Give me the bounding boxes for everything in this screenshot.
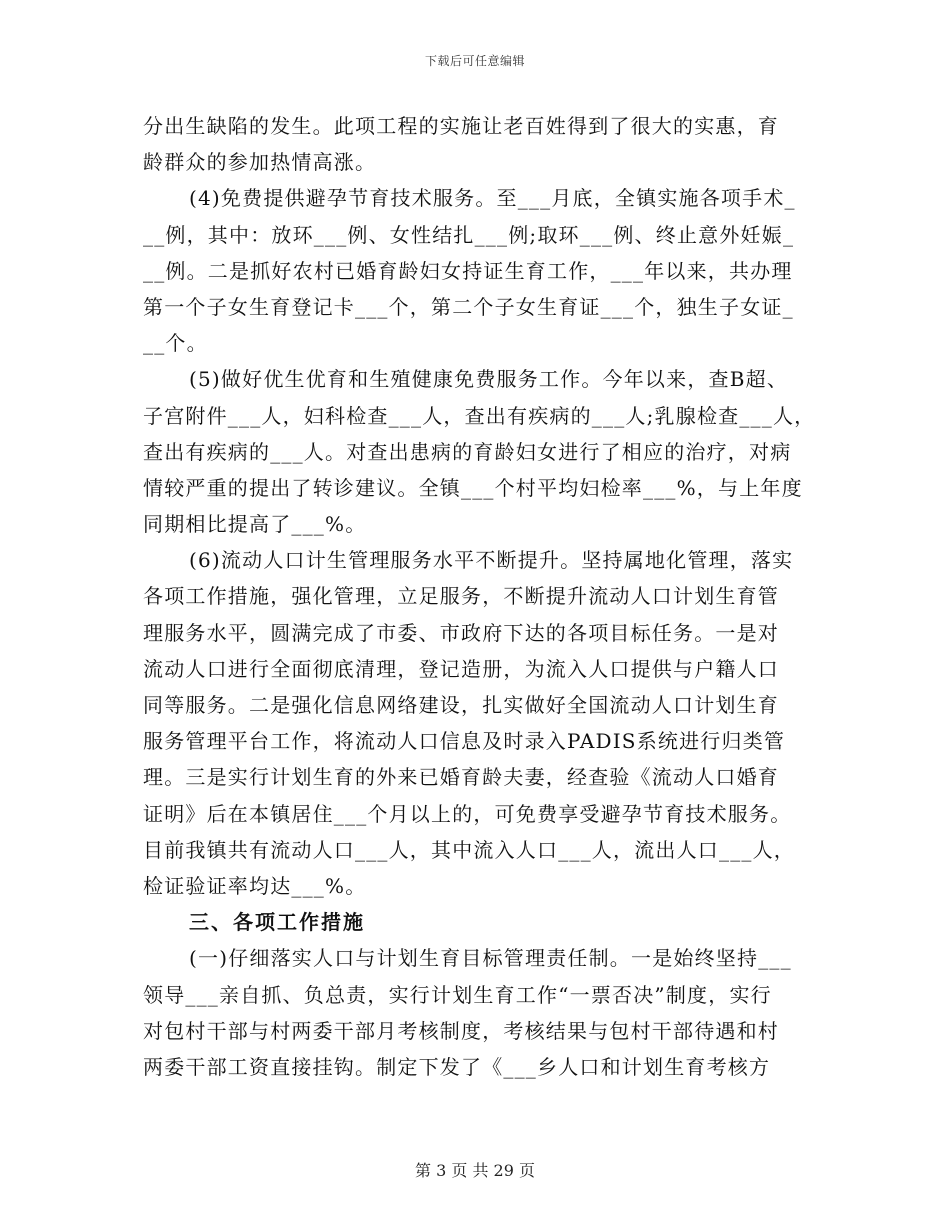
text-line: 证明》后在本镇居住___个月以上的，可免费享受避孕节育技术服务。 bbox=[143, 801, 792, 826]
text-line: 流动人口进行全面彻底清理，登记造册，为流入人口提供与户籍人口 bbox=[143, 656, 779, 681]
text-line: 子宫附件___人，妇科检查___人，查出有疾病的___人;乳腺检查___人， bbox=[143, 403, 816, 428]
text-line: 查出有疾病的___人。对查出患病的育龄妇女进行了相应的治疗，对病 bbox=[143, 439, 792, 464]
text-line: 目前我镇共有流动人口___人，其中流入人口___人，流出人口___人， bbox=[143, 837, 795, 862]
text-line: 分出生缺陷的发生。此项工程的实施让老百姓得到了很大的实惠，育 bbox=[143, 114, 779, 138]
text-line: 领导___亲自抓、负总责，实行计划生育工作“一票否决”制度，实行 bbox=[143, 982, 772, 1007]
text-line: 各项工作措施，强化管理，立足服务，不断提升流动人口计划生育管 bbox=[143, 584, 779, 609]
text-line: (5)做好优生优育和生殖健康免费服务工作。今年以来，查B超、 bbox=[189, 367, 789, 392]
text-line: 同等服务。二是强化信息网络建设，扎实做好全国流动人口计划生育 bbox=[143, 693, 779, 717]
text-line: 对包村干部与村两委干部月考核制度，考核结果与包村干部待遇和村 bbox=[143, 1018, 779, 1043]
page-header: 下载后可任意编辑 bbox=[424, 54, 525, 68]
document-body bbox=[143, 108, 816, 1085]
text-line: 情较严重的提出了转诊建议。全镇___个村平均妇检率___%，与上年度 bbox=[143, 475, 803, 500]
text-line: 第一个子女生育登记卡___个，第二个子女生育证___个，独生子女证_ bbox=[143, 294, 794, 319]
text-line: 理服务水平，圆满完成了市委、市政府下达的各项目标任务。一是对 bbox=[143, 620, 779, 645]
text-line: 服务管理平台工作，将流动人口信息及时录入PADIS系统进行归类管 bbox=[143, 729, 786, 754]
text-line: 两委干部工资直接挂钩。制定下发了《___乡人口和计划生育考核方 bbox=[143, 1054, 771, 1079]
text-line: __例，其中：放环___例、女性结扎___例;取环___例、终止意外妊娠_ bbox=[143, 222, 795, 247]
text-line: (4)免费提供避孕节育技术服务。至___月底，全镇实施各项手术_ bbox=[189, 186, 796, 211]
text-line: __例。二是抓好农村已婚育龄妇女持证生育工作，___年以来，共办理 bbox=[143, 258, 793, 283]
text-line: (一)仔细落实人口与计划生育目标管理责任制。一是始终坚持___ bbox=[189, 946, 792, 971]
text-line: __个。 bbox=[143, 331, 208, 356]
text-line: (6)流动人口计生管理服务水平不断提升。坚持属地化管理，落实 bbox=[189, 548, 794, 573]
text-line: 同期相比提高了___%。 bbox=[143, 512, 367, 537]
text-line: 检证验证率均达___%。 bbox=[143, 873, 367, 898]
page-footer: 第 3 页 共 29 页 bbox=[415, 1161, 535, 1180]
text-line: 龄群众的参加热情高涨。 bbox=[143, 150, 377, 175]
section-heading: 三、各项工作措施 bbox=[189, 910, 365, 935]
text-line: 理。三是实行计划生育的外来已婚育龄夫妻，经查验《流动人口婚育 bbox=[143, 765, 779, 790]
